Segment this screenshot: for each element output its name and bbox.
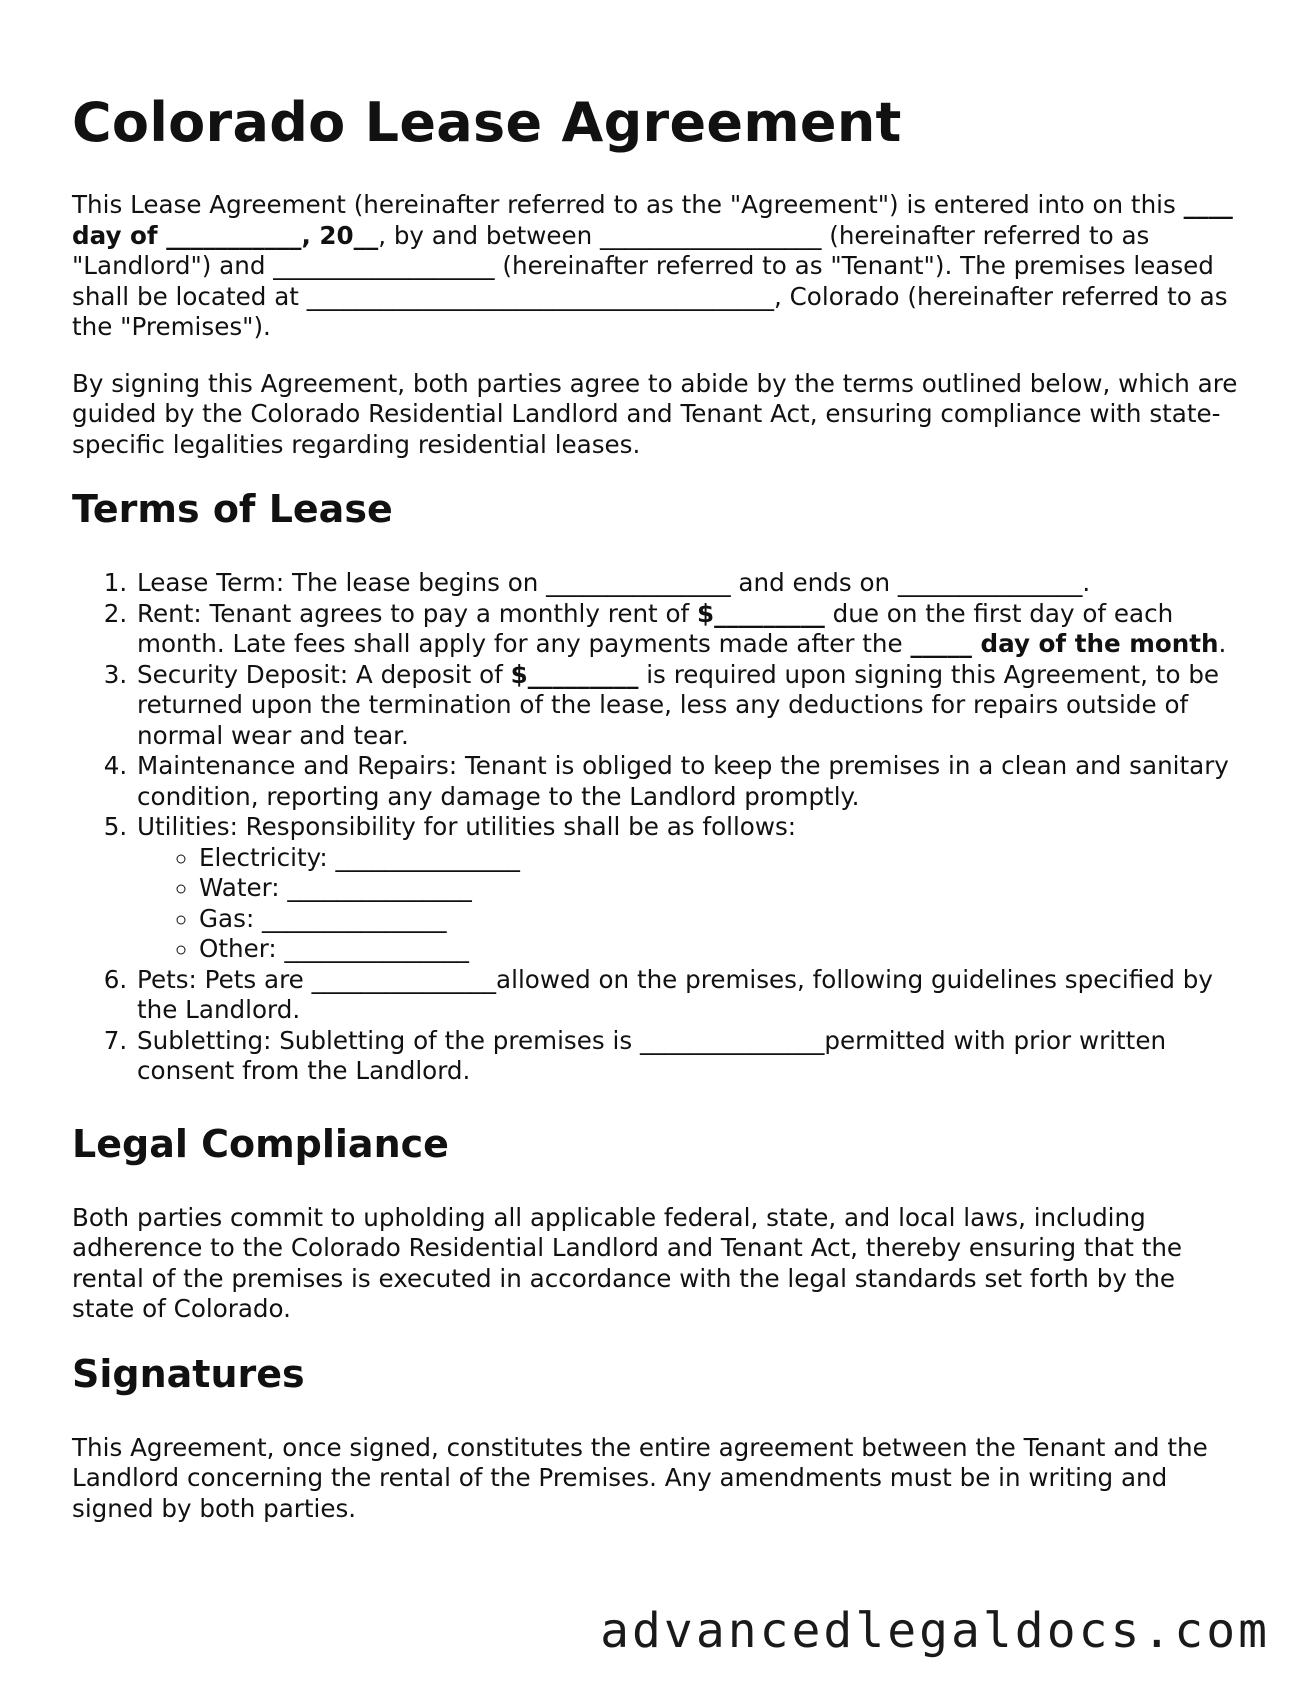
- term-utilities: [135, 812, 1242, 965]
- acknowledgement-paragraph: By signing this Agreement, both parties agree to abide by the terms outlined below, which are guided by the Colorado Residential Landlord and Tenant Act, ensuring compliance with state-specific legalities regarding residential leases.: [72, 368, 1238, 459]
- utility-electricity: ◦ Electricity: _______________: [199, 843, 1242, 874]
- term-subletting: 7. Subletting: Subletting of the premises is _______________permitted with prior written consent from the Landlord.: [135, 1026, 1242, 1087]
- rent-text-3: .: [1218, 629, 1227, 658]
- utility-gas: ◦ Gas: _______________: [199, 904, 1242, 935]
- intro-date-blank: ____ day of ___________, 20__: [72, 190, 1233, 250]
- terms-list: [72, 568, 1242, 1087]
- legal-heading: Legal Compliance: [72, 1121, 449, 1166]
- deposit-amount-blank: $_________: [510, 659, 639, 689]
- utility-water: ◦ Water: _______________: [199, 873, 1242, 904]
- watermark: advancedlegaldocs.com: [600, 1603, 1270, 1659]
- utility-other: ◦ Other: _______________: [199, 934, 1242, 965]
- intro-paragraph: [72, 190, 1242, 343]
- rent-text-1: Rent: Tenant agrees to pay a monthly rent of: [137, 598, 698, 628]
- terms-heading: Terms of Lease: [72, 487, 393, 531]
- utilities-label: Utilities: Responsibility for utilities shall be as follows:: [137, 812, 797, 841]
- intro-text-1: This Lease Agreement (hereinafter referred to as the "Agreement") is entered into on this: [72, 190, 1184, 219]
- term-lease-term: 1. Lease Term: The lease begins on _______________ and ends on _______________.: [135, 568, 1242, 599]
- signatures-paragraph: This Agreement, once signed, constitutes the entire agreement between the Tenant and the Landlord concerning the rental of the Premises. Any amendments must be in writing and signed by both parties.: [72, 1432, 1208, 1523]
- legal-paragraph: Both parties commit to upholding all applicable federal, state, and local laws, including adherence to the Colorado Residential Landlord and Tenant Act, thereby ensuring that the rental of the premises is executed in accordance with the legal standards set forth by the state of Colorado.: [72, 1202, 1183, 1323]
- rent-amount-blank: $_________: [697, 598, 825, 628]
- term-pets: 6. Pets: Pets are _______________allowed on the premises, following guidelines specified by the Landlord.: [135, 965, 1242, 1026]
- intro-text-2: , by and between __________________ (hereinafter referred to as "Landlord") and __________________ (hereinafter referred to as "Tenant"). The premises leased shall be located at ______________________________________, Colorado (hereinafter referred to as the "Premises").: [72, 220, 1228, 341]
- rent-late-day-blank: _____ day of the month: [910, 629, 1219, 658]
- rent-text-2: due on the first day of each month. Late fees shall apply for any payments made after the: [137, 598, 1174, 658]
- deposit-text-2: is required upon signing this Agreement, to be returned upon the termination of the lease, less any deductions for repairs outside of normal wear and tear.: [137, 659, 1220, 750]
- utilities-list: [137, 843, 1242, 965]
- deposit-text-1: Security Deposit: A deposit of: [137, 659, 511, 689]
- signatures-heading: Signatures: [72, 1351, 305, 1396]
- term-security-deposit: [135, 660, 1242, 752]
- document-page: [72, 90, 1242, 1550]
- term-rent: [135, 599, 1242, 660]
- document-title: Colorado Lease Agreement: [72, 91, 902, 154]
- term-maintenance: 4. Maintenance and Repairs: Tenant is obliged to keep the premises in a clean and sanitary condition, reporting any damage to the Landlord promptly.: [135, 751, 1242, 812]
